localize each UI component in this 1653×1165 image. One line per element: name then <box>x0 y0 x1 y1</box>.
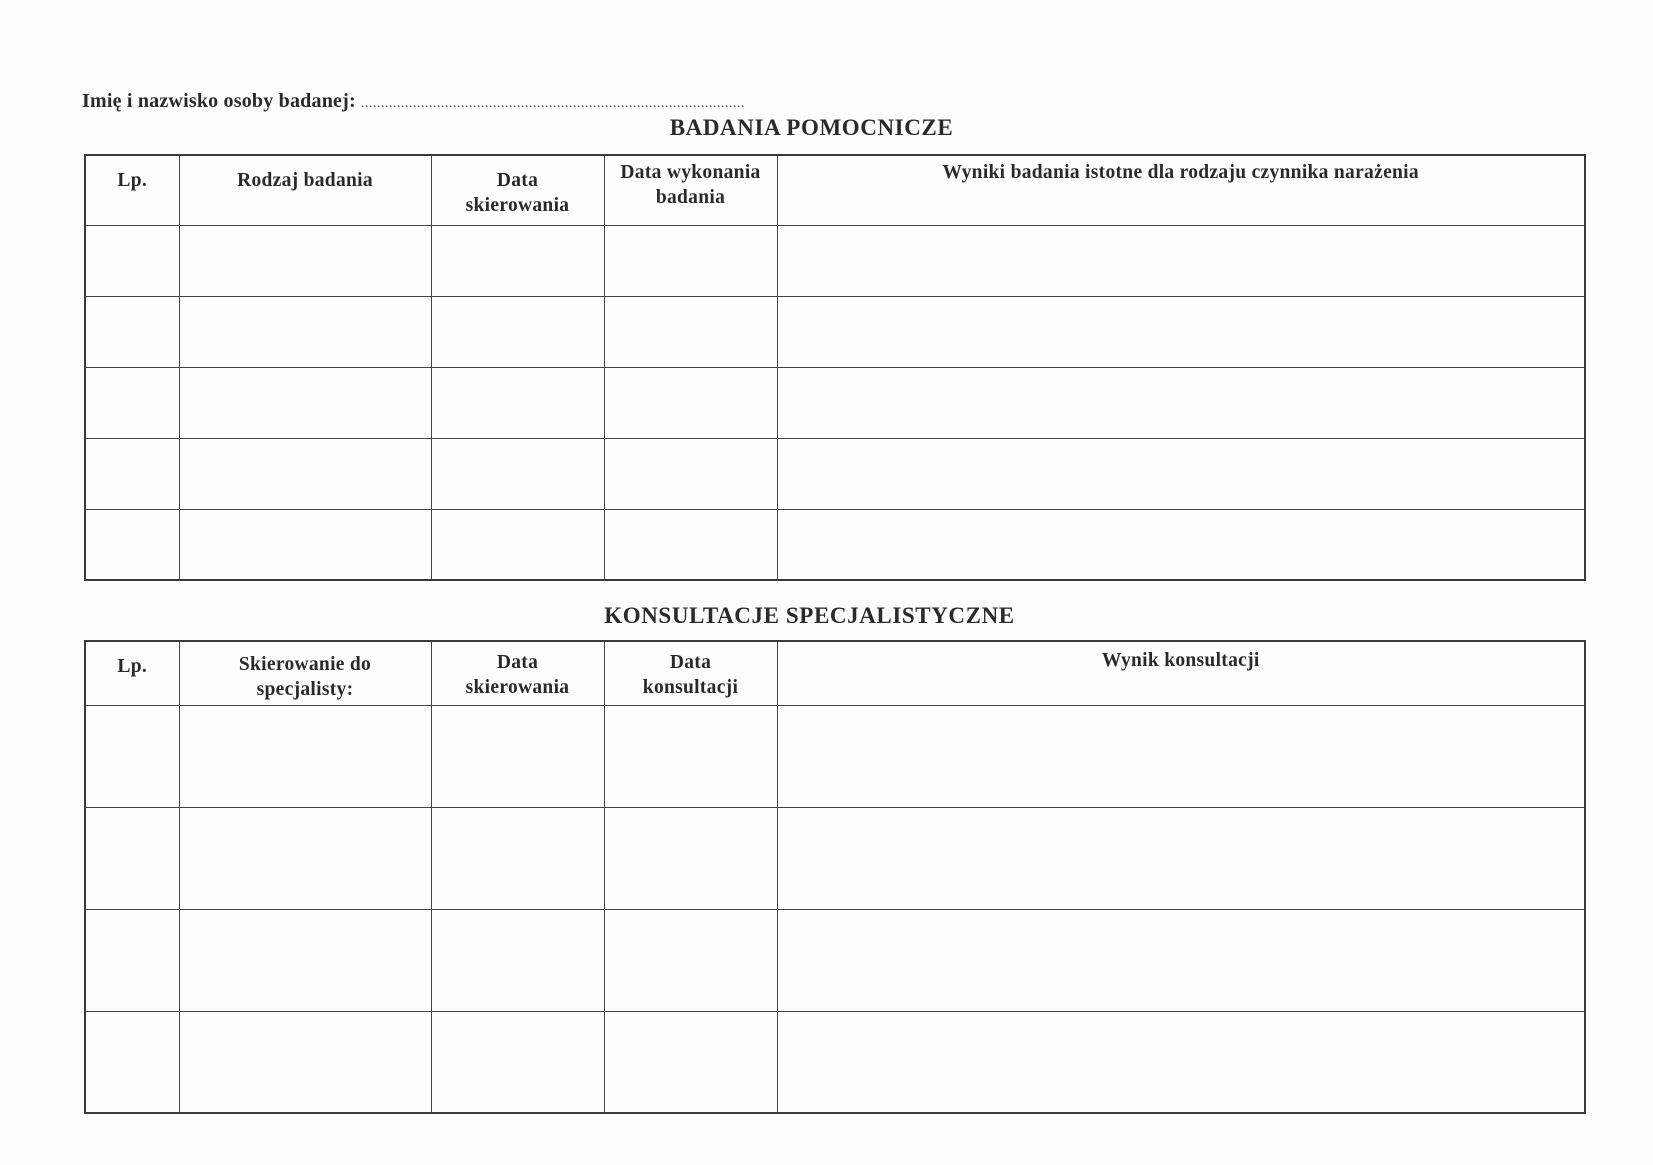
konsultacje-row <box>85 807 1585 909</box>
konsultacje-cell-col2[interactable] <box>179 705 431 807</box>
badania-cell-lp[interactable] <box>85 296 179 367</box>
badania-cell-col5[interactable] <box>777 367 1585 438</box>
badania-col-rodzaj: Rodzaj badania <box>179 155 431 225</box>
badania-cell-col5[interactable] <box>777 438 1585 509</box>
badania-cell-col5[interactable] <box>777 509 1585 580</box>
badania-cell-col5[interactable] <box>777 296 1585 367</box>
badania-cell-col4[interactable] <box>604 225 777 296</box>
konsultacje-cell-col2[interactable] <box>179 1011 431 1113</box>
badania-col-lp: Lp. <box>85 155 179 225</box>
badania-cell-lp[interactable] <box>85 225 179 296</box>
badania-cell-col5[interactable] <box>777 225 1585 296</box>
konsultacje-cell-col5[interactable] <box>777 1011 1585 1113</box>
konsultacje-cell-col4[interactable] <box>604 909 777 1011</box>
badania-col-wyniki: Wyniki badania istotne dla rodzaju czynnika narażenia <box>777 155 1585 225</box>
konsultacje-cell-col3[interactable] <box>431 909 604 1011</box>
badania-cell-col3[interactable] <box>431 296 604 367</box>
konsultacje-cell-col4[interactable] <box>604 1011 777 1113</box>
badania-cell-col3[interactable] <box>431 438 604 509</box>
badania-cell-col4[interactable] <box>604 367 777 438</box>
badania-cell-col3[interactable] <box>431 509 604 580</box>
konsultacje-cell-col5[interactable] <box>777 705 1585 807</box>
badania-cell-col2[interactable] <box>179 367 431 438</box>
badania-cell-lp[interactable] <box>85 438 179 509</box>
konsultacje-cell-col4[interactable] <box>604 705 777 807</box>
badania-cell-col2[interactable] <box>179 509 431 580</box>
badania-cell-col4[interactable] <box>604 438 777 509</box>
konsultacje-col-data-skierowania: Data skierowania <box>431 641 604 705</box>
konsultacje-cell-col3[interactable] <box>431 807 604 909</box>
konsultacje-col-wynik: Wynik konsultacji <box>777 641 1585 705</box>
badania-row <box>85 367 1585 438</box>
badania-col-data-skierowania: Data skierowania <box>431 155 604 225</box>
badania-section-title: BADANIA POMOCNICZE <box>669 115 954 140</box>
konsultacje-cell-col2[interactable] <box>179 909 431 1011</box>
konsultacje-col-skierowanie: Skierowanie do specjalisty: <box>179 641 431 705</box>
badania-cell-lp[interactable] <box>85 509 179 580</box>
konsultacje-table <box>84 640 1586 1114</box>
konsultacje-cell-lp[interactable] <box>85 807 179 909</box>
badania-cell-col4[interactable] <box>604 296 777 367</box>
konsultacje-cell-col3[interactable] <box>431 1011 604 1113</box>
konsultacje-cell-col2[interactable] <box>179 807 431 909</box>
konsultacje-cell-lp[interactable] <box>85 909 179 1011</box>
konsultacje-cell-col4[interactable] <box>604 807 777 909</box>
konsultacje-row <box>85 705 1585 807</box>
konsultacje-header-row <box>85 641 1585 705</box>
badania-cell-col2[interactable] <box>179 438 431 509</box>
konsultacje-section-title: KONSULTACJE SPECJALISTYCZNE <box>604 603 1015 628</box>
konsultacje-cell-lp[interactable] <box>85 705 179 807</box>
badania-header-row <box>85 155 1585 225</box>
konsultacje-cell-col5[interactable] <box>777 909 1585 1011</box>
person-name-field[interactable] <box>82 90 745 113</box>
badania-cell-col2[interactable] <box>179 225 431 296</box>
konsultacje-col-lp: Lp. <box>85 641 179 705</box>
badania-row <box>85 438 1585 509</box>
person-name-dotted-line[interactable]: ................................................................................................ <box>361 96 746 111</box>
badania-cell-col4[interactable] <box>604 509 777 580</box>
badania-row <box>85 296 1585 367</box>
person-name-label: Imię i nazwisko osoby badanej: <box>82 90 356 112</box>
konsultacje-cell-lp[interactable] <box>85 1011 179 1113</box>
badania-col-data-wykonania: Data wykonania badania <box>604 155 777 225</box>
badania-cell-col2[interactable] <box>179 296 431 367</box>
konsultacje-cell-col5[interactable] <box>777 807 1585 909</box>
badania-cell-col3[interactable] <box>431 367 604 438</box>
badania-row <box>85 509 1585 580</box>
badania-table <box>84 154 1586 581</box>
konsultacje-row <box>85 909 1585 1011</box>
konsultacje-cell-col3[interactable] <box>431 705 604 807</box>
badania-cell-lp[interactable] <box>85 367 179 438</box>
badania-row <box>85 225 1585 296</box>
konsultacje-row <box>85 1011 1585 1113</box>
konsultacje-col-data-konsultacji: Data konsultacji <box>604 641 777 705</box>
badania-cell-col3[interactable] <box>431 225 604 296</box>
